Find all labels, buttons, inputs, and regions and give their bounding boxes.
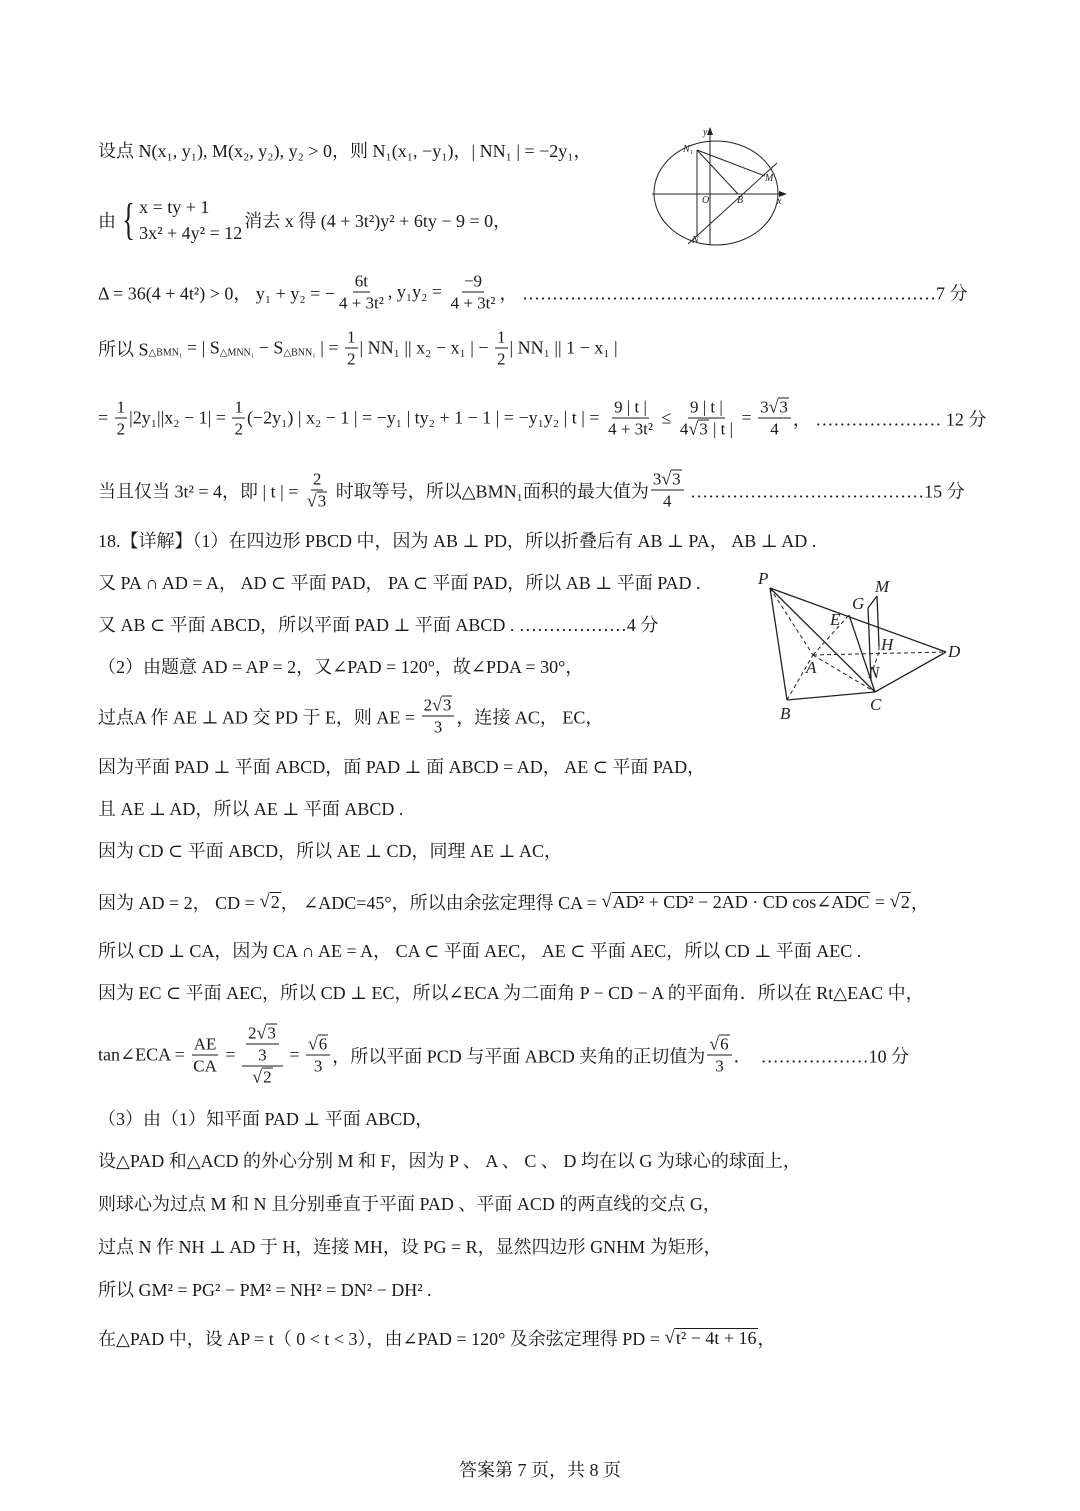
- fraction: [337, 271, 386, 314]
- denominator: [678, 419, 735, 440]
- text-line: [98, 271, 967, 314]
- text-run: √ 6: [318, 1034, 328, 1054]
- text-line: [98, 979, 924, 1005]
- text-run: …………………………………15 分: [685, 481, 965, 501]
- fraction: [422, 695, 455, 738]
- label-n: N: [868, 663, 880, 682]
- numerator: [311, 469, 324, 491]
- text-run: ，: [910, 893, 929, 913]
- label-a: A: [806, 658, 817, 677]
- radicand: [612, 892, 871, 913]
- text-run: 因为 CD ⊂ 平面 ABCD，所以 AE ⊥ CD，同理 AE ⊥ AC，: [98, 841, 562, 861]
- denominator: [606, 419, 655, 440]
- denominator: [661, 491, 674, 512]
- text-run: 2: [248, 1023, 257, 1043]
- system-rows: [139, 194, 242, 246]
- label-b: B: [780, 704, 791, 723]
- text-line: [98, 137, 592, 163]
- text-run: √ 3: [267, 1023, 276, 1043]
- text-run: 又 AB ⊂ 平面 ABCD，所以平面 PAD ⊥ 平面 ABCD . ………………4 分: [98, 615, 659, 635]
- radicand: [262, 1068, 273, 1088]
- text-line: [98, 397, 986, 440]
- page-footer: 答案第 7 页，共 8 页: [459, 1460, 621, 1480]
- ellipse-curve: [654, 141, 778, 245]
- fraction: [115, 397, 128, 440]
- radicand: [442, 696, 453, 716]
- text-run: 4: [770, 419, 779, 439]
- text-run: 2: [234, 419, 243, 439]
- denominator: [449, 293, 498, 314]
- fraction: [707, 1034, 731, 1077]
- segment-n1b: [697, 150, 738, 194]
- text-line: [98, 1190, 721, 1216]
- label-n1: N₁: [683, 144, 694, 155]
- text-run: ，: [757, 1329, 776, 1349]
- text-line: [98, 1233, 722, 1259]
- subscript: △MNN₁: [219, 347, 255, 359]
- square-root: [257, 1023, 277, 1044]
- text-run: ，连接 AC， EC，: [456, 707, 604, 727]
- y-axis-arrow: [707, 127, 713, 135]
- text-run: =: [284, 1044, 304, 1065]
- square-root: [664, 1327, 757, 1349]
- square-root: [259, 891, 280, 913]
- text-run: ， ∠ADC=45°，所以由余弦定理得 CA =: [280, 893, 602, 913]
- text-run: ，所以平面 PCD 与平面 ABCD 夹角的正切值为: [332, 1046, 706, 1066]
- text-run: （2）由题意 AD = AP = 2，又∠PAD = 120°，故∠PDA = 30°，: [98, 657, 584, 677]
- text-line: [98, 889, 929, 915]
- numerator: [232, 397, 245, 419]
- fraction: [232, 397, 245, 440]
- text-run: 3: [313, 1056, 323, 1076]
- text-run: √ AD² + CD² − 2AD · CD cos∠ADC: [612, 892, 870, 913]
- text-run: 3: [258, 1045, 267, 1065]
- text-run: | t |: [708, 419, 733, 439]
- denominator: [768, 419, 781, 440]
- radicand: [719, 1035, 730, 1055]
- text-run: 4: [663, 491, 672, 511]
- label-y: y: [703, 127, 708, 138]
- label-g: G: [852, 594, 865, 613]
- text-run: 4 + 3t²: [608, 419, 653, 439]
- text-run: 1: [347, 327, 356, 347]
- text-run: 又 PA ∩ AD = A， AD ⊂ 平面 PAD， PA ⊂ 平面 PAD，所以 AB ⊥ 平面 PAD .: [98, 573, 701, 593]
- label-d: D: [948, 642, 961, 661]
- text-run: 消去 x 得 (4 + 3t²)y² + 6ty − 9 = 0，: [244, 211, 512, 231]
- text-run: tan∠ECA =: [98, 1044, 190, 1065]
- text-run: √ 2: [263, 1067, 272, 1087]
- fraction: [242, 1023, 283, 1088]
- text-run: | =: [315, 337, 343, 358]
- fraction: [606, 397, 655, 440]
- text-run: 由: [98, 211, 116, 231]
- text-run: 过点 N 作 NH ⊥ AD 于 H，连接 MH，设 PG = R，显然四边形 GNHM 为矩形，: [98, 1237, 722, 1257]
- text-run: = | S: [182, 337, 220, 358]
- radicand: [900, 892, 911, 913]
- denominator: [191, 1056, 219, 1077]
- numerator: [462, 271, 484, 293]
- text-line: [98, 1147, 801, 1173]
- text-run: 过点A 作 AE ⊥ AD 交 PD 于 E，则 AE =: [98, 707, 420, 727]
- numerator: [758, 397, 791, 419]
- text-run: Δ = 36(4 + 4t²) > 0， y₁ + y₂ = −: [98, 283, 335, 303]
- text-line: [98, 611, 658, 637]
- text-run: 9 | t |: [614, 397, 647, 417]
- numerator: [115, 397, 128, 419]
- denominator: [305, 491, 329, 512]
- radicand: [675, 1328, 758, 1349]
- numerator: [707, 1034, 731, 1056]
- denominator: [495, 349, 508, 370]
- numerator: [353, 271, 370, 293]
- text-run: 所以 GM² = PG² − PM² = NH² = DN² − DH² .: [98, 1280, 432, 1300]
- text-line: [98, 695, 603, 738]
- label-p: P: [758, 569, 769, 588]
- text-run: 设△PAD 和△ACD 的外心分别 M 和 F，因为 P 、 A 、 C 、 D 均在以 G 为球心的球面上，: [98, 1151, 801, 1171]
- text-run: 时取等号，所以△BMN₁面积的最大值为: [331, 481, 649, 501]
- text-run: =: [870, 891, 890, 912]
- fraction: [305, 469, 329, 512]
- pyramid-figure: [750, 565, 970, 725]
- text-run: 2: [312, 469, 322, 489]
- text-line: [98, 753, 705, 779]
- system-row: 3x² + 4y² = 12: [139, 223, 243, 243]
- text-run: 2: [116, 419, 126, 439]
- text-run: √ 2: [270, 892, 280, 913]
- radicand: [671, 470, 682, 490]
- text-line: [98, 527, 816, 553]
- numerator: [306, 1034, 330, 1056]
- text-run: =: [220, 1044, 241, 1065]
- text-run: ． ………………10 分: [733, 1046, 910, 1066]
- text-line: [98, 653, 583, 679]
- square-root: [252, 1067, 272, 1088]
- text-run: 当且仅当 3t² = 4，即 | t | =: [98, 481, 303, 501]
- text-run: 3: [760, 397, 769, 417]
- text-run: 在△PAD 中，设 AP = t（ 0 < t < 3），由∠PAD = 120° 及余弦定理得 PD =: [98, 1329, 665, 1349]
- text-run: 9 | t |: [690, 397, 723, 417]
- subscript: △BMN₁: [148, 347, 183, 359]
- text-line: [98, 469, 965, 512]
- text-run: =: [98, 407, 113, 428]
- text-run: |2y₁||x₂ − 1| =: [129, 407, 231, 428]
- text-run: =: [736, 407, 757, 428]
- radicand: [318, 1035, 329, 1055]
- denominator: [345, 349, 358, 370]
- text-run: 1: [497, 327, 506, 347]
- text-run: （3）由（1）知平面 PAD ⊥ 平面 ABCD，: [98, 1109, 434, 1129]
- text-run: 因为 EC ⊂ 平面 AEC，所以 CD ⊥ EC，所以∠ECA 为二面角 P − CD − A 的平面角．所以在 Rt△EAC 中，: [98, 983, 924, 1003]
- text-run: 因为 AD = 2， CD =: [98, 893, 260, 913]
- fraction: [345, 327, 358, 370]
- numerator: [422, 695, 455, 717]
- label-m: M: [875, 577, 890, 596]
- text-run: √ 2: [900, 892, 910, 913]
- numerator: [192, 1034, 219, 1056]
- text-run: AE: [193, 1034, 217, 1054]
- square-root: [432, 695, 452, 716]
- numerator: [345, 327, 358, 349]
- radicand: [266, 1024, 277, 1044]
- numerator: [651, 469, 684, 491]
- text-run: 4 + 3t²: [450, 293, 496, 313]
- fraction: [758, 397, 791, 440]
- denominator: [256, 1045, 269, 1066]
- fraction: [191, 1034, 219, 1077]
- square-root: [890, 891, 911, 913]
- text-run: 3: [652, 469, 662, 489]
- text-line: [98, 937, 861, 963]
- text-run: √ 3: [699, 419, 708, 439]
- radicand: [698, 420, 709, 440]
- text-run: | NN₁ || x₂ − x₁ | −: [359, 337, 494, 358]
- text-run: 1: [116, 397, 126, 417]
- text-line: [98, 1023, 909, 1088]
- text-run: 3: [715, 1056, 724, 1076]
- text-run: 则球心为过点 M 和 N 且分别垂直于平面 PAD 、平面 ACD 的两直线的交点 G，: [98, 1194, 721, 1214]
- numerator: [246, 1023, 279, 1045]
- square-root: [661, 469, 681, 490]
- square-root: [709, 1034, 729, 1055]
- segment-n1m: [697, 150, 765, 176]
- fraction: [495, 327, 508, 370]
- text-run: √ 3: [672, 469, 681, 489]
- numerator: [242, 1023, 283, 1067]
- equation-system: [118, 194, 242, 246]
- text-run: ， ………………… 12 分: [792, 409, 987, 429]
- denominator: [337, 293, 386, 314]
- fraction: [306, 1034, 330, 1077]
- text-run: √ t² − 4t + 16: [675, 1328, 757, 1349]
- square-root: [307, 491, 327, 512]
- denominator: [115, 419, 128, 440]
- label-n: N: [692, 235, 699, 246]
- text-run: √ 3: [317, 491, 327, 511]
- fraction: [678, 397, 735, 440]
- label-o: O: [702, 195, 710, 206]
- text-run: 18.【详解】（1）在四边形 PBCD 中，因为 AB ⊥ PD，所以折叠后有 AB ⊥ PA， AB ⊥ AD .: [98, 531, 817, 551]
- text-run: 2: [497, 349, 506, 369]
- text-line: [98, 569, 701, 595]
- square-root: [308, 1034, 328, 1055]
- radicand: [778, 398, 789, 418]
- text-line: [98, 795, 403, 821]
- text-run: 2: [347, 349, 356, 369]
- text-run: √ 3: [779, 397, 788, 417]
- subscript: △BNN₁: [283, 347, 316, 359]
- text-run: 4: [679, 419, 689, 439]
- label-e: E: [830, 610, 841, 629]
- numerator: [688, 397, 725, 419]
- text-line: [98, 1325, 776, 1351]
- text-run: CA: [193, 1056, 217, 1076]
- system-row: x = ty + 1: [139, 197, 210, 217]
- text-run: 因为平面 PAD ⊥ 平面 ABCD，面 PAD ⊥ 面 ABCD = AD， AE ⊂ 平面 PAD，: [98, 757, 706, 777]
- fraction: [651, 469, 684, 512]
- label-x: x: [777, 196, 782, 207]
- text-run: √ 3: [442, 695, 452, 715]
- text-run: (−2y₁) | x₂ − 1 | = −y₁ | ty₂ + 1 − 1 | = −y₁y₂ | t | =: [246, 407, 605, 428]
- radicand: [270, 892, 281, 913]
- fraction: [246, 1023, 279, 1066]
- text-run: ≤: [657, 407, 676, 428]
- ellipse-figure: [640, 120, 800, 250]
- label-h: H: [881, 635, 894, 654]
- text-run: √ 6: [720, 1034, 729, 1054]
- text-line: [98, 837, 562, 863]
- fraction: [449, 271, 498, 314]
- text-run: 设点 N(x₁, y₁), M(x₂, y₂), y₂ > 0，则 N₁(x₁, −y₁)，| NN₁ | = −2y₁，: [98, 141, 592, 161]
- numerator: [495, 327, 508, 349]
- label-c: C: [870, 695, 882, 714]
- square-root: [688, 419, 708, 440]
- label-m: M: [765, 173, 774, 184]
- text-run: 4 + 3t²: [338, 293, 384, 313]
- text-run: 所以 S: [98, 339, 149, 359]
- text-run: 所以 CD ⊥ CA，因为 CA ∩ AE = A， CA ⊂ 平面 AEC， AE ⊂ 平面 AEC，所以 CD ⊥ 平面 AEC .: [98, 941, 862, 961]
- square-root: [769, 397, 789, 418]
- brace: {: [122, 195, 135, 244]
- text-run: 1: [234, 397, 243, 417]
- label-b: B: [737, 195, 744, 206]
- text-run: 2: [423, 695, 433, 715]
- denominator: [250, 1067, 274, 1088]
- text-run: 6t: [354, 271, 369, 291]
- radicand: [317, 492, 328, 512]
- text-run: − S: [254, 337, 284, 358]
- text-run: ， ……………………………………………………………7 分: [499, 283, 968, 303]
- text-run: 且 AE ⊥ AD，所以 AE ⊥ 平面 ABCD .: [98, 799, 404, 819]
- text-run: 3: [433, 717, 443, 737]
- denominator: [232, 419, 245, 440]
- text-line: [98, 194, 511, 246]
- text-line: [98, 1276, 432, 1302]
- text-line: [98, 1105, 433, 1131]
- text-run: | NN₁ || 1 − x₁ |: [509, 337, 618, 358]
- numerator: [612, 397, 649, 419]
- text-run: , y₁y₂ =: [387, 281, 447, 302]
- text-line: [98, 327, 618, 370]
- denominator: [432, 717, 445, 738]
- square-root: [601, 891, 870, 913]
- denominator: [713, 1056, 726, 1077]
- denominator: [312, 1056, 325, 1077]
- text-run: −9: [463, 271, 483, 291]
